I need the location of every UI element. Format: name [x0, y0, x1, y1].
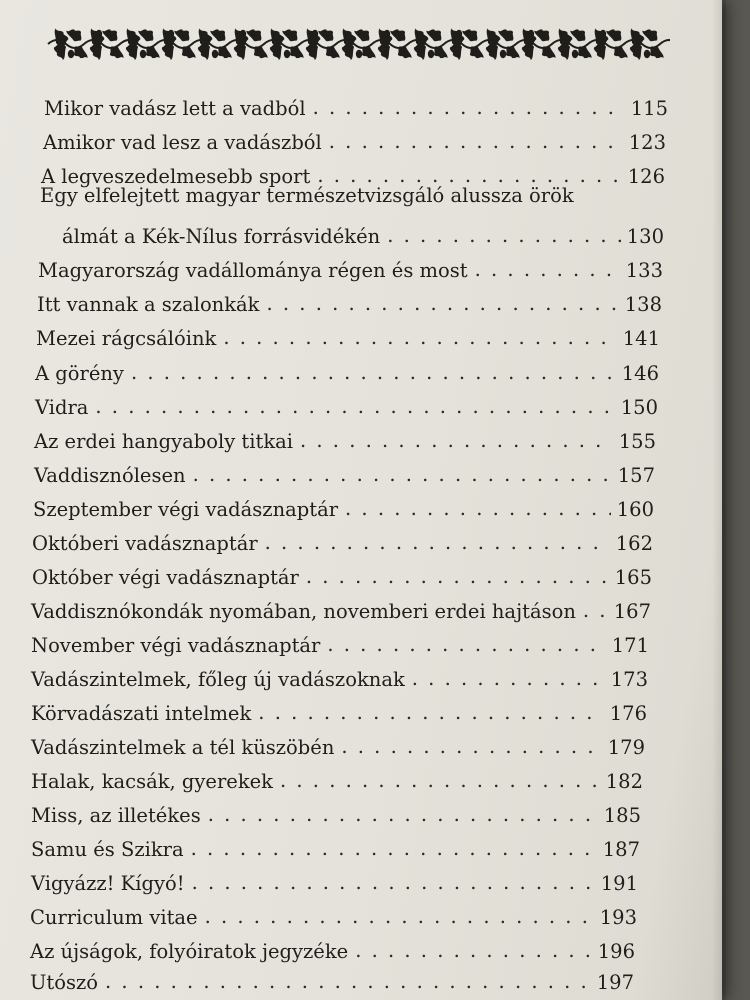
- toc-page-number: 176: [609, 701, 647, 725]
- toc-page-number: 167: [613, 599, 651, 623]
- dot-leader: [191, 839, 597, 859]
- dot-leader: [583, 601, 608, 621]
- toc-entry-title: Vaddisznólesen: [34, 463, 186, 487]
- toc-page-number: 115: [630, 96, 668, 120]
- dot-leader: [95, 397, 614, 417]
- toc-entry: [31, 829, 640, 859]
- toc-entry-title: Mikor vadász lett a vadból: [44, 96, 306, 120]
- dot-leader: [327, 635, 605, 655]
- toc-entry: [30, 897, 637, 927]
- toc-entry: [33, 489, 654, 519]
- toc-entry: [31, 659, 648, 689]
- toc-page-number: 126: [627, 164, 665, 188]
- toc-entry-title: álmát a Kék-Nílus forrásvidékén: [62, 224, 381, 248]
- toc-page-number: 173: [610, 667, 648, 691]
- toc-page-number: 141: [622, 326, 660, 350]
- dot-leader: [265, 533, 610, 553]
- toc-entry-title: A görény: [35, 361, 124, 385]
- toc-entry: [30, 931, 635, 961]
- toc-page-number: 160: [616, 497, 654, 521]
- toc-entry: [34, 455, 655, 485]
- dot-leader: [193, 465, 612, 485]
- toc-entry: [35, 387, 658, 417]
- toc-page-number: 133: [625, 258, 663, 282]
- toc-entry: [31, 625, 649, 655]
- toc-entry-title: Miss, az illetékes: [31, 803, 201, 827]
- toc-entry: [31, 693, 647, 723]
- dot-leader: [192, 873, 595, 893]
- toc-page-number: 179: [607, 735, 645, 759]
- toc-entry: [36, 318, 660, 348]
- toc-entry: [37, 284, 662, 314]
- toc-page-number: 197: [596, 970, 634, 994]
- toc-page-number: 165: [614, 565, 652, 589]
- toc-page-number: 155: [618, 429, 656, 453]
- toc-entry: [62, 216, 664, 246]
- toc-entry-title: Vadászintelmek a tél küszöbén: [31, 735, 335, 759]
- toc-page-number: 157: [617, 463, 655, 487]
- dot-leader: [306, 567, 609, 587]
- toc-entry-title: Az újságok, folyóiratok jegyzéke: [30, 939, 349, 963]
- dot-leader: [387, 226, 621, 246]
- dot-leader: [475, 260, 620, 280]
- toc-page-number: 162: [615, 531, 653, 555]
- toc-entry-title-line1: Egy elfelejtett magyar természetvizsgáló alussza örök: [40, 184, 574, 207]
- dot-leader: [345, 499, 611, 519]
- toc-entry-title: Körvadászati intelmek: [31, 701, 252, 725]
- toc-entry: [34, 421, 656, 451]
- toc-entry-title: Vigyázz! Kígyó!: [31, 871, 185, 895]
- toc-entry: [31, 727, 645, 757]
- toc-entry-title: Curriculum vitae: [30, 905, 198, 929]
- dot-leader: [300, 431, 613, 451]
- toc-entry: [35, 353, 659, 383]
- dot-leader: [313, 98, 625, 118]
- toc-entry: [43, 122, 666, 152]
- toc-page-number: 185: [603, 803, 641, 827]
- toc-entry-title: Utószó: [30, 970, 99, 994]
- toc-entry-title: Vadászintelmek, főleg új vadászoknak: [31, 667, 405, 691]
- toc-page-number: 146: [621, 361, 659, 385]
- dot-leader: [329, 132, 623, 152]
- toc-entry-title: Samu és Szikra: [31, 837, 184, 861]
- page-edge-shadow: [712, 0, 726, 1000]
- toc-entry: [44, 88, 668, 118]
- toc-page-number: 150: [620, 395, 658, 419]
- dot-leader: [280, 771, 600, 791]
- toc-entry-title: Októberi vadásznaptár: [32, 531, 258, 555]
- toc-entry-title: Mezei rágcsálóink: [36, 326, 217, 350]
- dot-leader: [131, 363, 616, 383]
- dot-leader: [412, 669, 605, 689]
- dot-leader: [208, 805, 598, 825]
- toc-entry-title: Vaddisznókondák nyomában, novemberi erdei hajtáson: [31, 599, 576, 623]
- toc-entry: [31, 863, 638, 893]
- dot-leader: [105, 972, 591, 992]
- toc-entry: [31, 591, 651, 621]
- toc-entry: [30, 962, 634, 992]
- toc-entry: [31, 795, 641, 825]
- toc-entry-title: Szeptember végi vadásznaptár: [33, 497, 339, 521]
- dot-leader: [205, 907, 594, 927]
- toc-page-number: 123: [628, 130, 666, 154]
- toc-entry-title: Október végi vadásznaptár: [32, 565, 299, 589]
- toc-entry-title: Az erdei hangyaboly titkai: [34, 429, 294, 453]
- toc-page-number: 191: [600, 871, 638, 895]
- dot-leader: [223, 328, 616, 348]
- toc-entry: [38, 250, 663, 280]
- dot-leader: [258, 703, 603, 723]
- toc-page-number: 187: [602, 837, 640, 861]
- toc-entry: [41, 156, 665, 186]
- toc-entry: [32, 557, 652, 587]
- dot-leader: [317, 166, 621, 186]
- toc-entry-title: A legveszedelmesebb sport: [41, 164, 311, 188]
- toc-entry-title: Amikor vad lesz a vadászból: [43, 130, 322, 154]
- toc-entry-title: Vidra: [35, 395, 89, 419]
- toc-entry: [31, 761, 643, 791]
- dot-leader: [341, 737, 601, 757]
- toc-page-number: 196: [597, 939, 635, 963]
- toc-page-number: 138: [624, 292, 662, 316]
- toc-entry-title: November végi vadásznaptár: [31, 633, 321, 657]
- toc-page-number: 171: [611, 633, 649, 657]
- toc-page-number: 130: [626, 224, 664, 248]
- toc-entry-title: Magyarország vadállománya régen és most: [38, 258, 468, 282]
- toc-entry-title: Halak, kacsák, gyerekek: [31, 769, 273, 793]
- toc-page-number: 193: [599, 905, 637, 929]
- toc-page-number: 182: [605, 769, 643, 793]
- dot-leader: [355, 941, 592, 961]
- toc-entry-title: Itt vannak a szalonkák: [37, 292, 260, 316]
- dot-leader: [267, 294, 619, 314]
- toc-entry: [32, 523, 653, 553]
